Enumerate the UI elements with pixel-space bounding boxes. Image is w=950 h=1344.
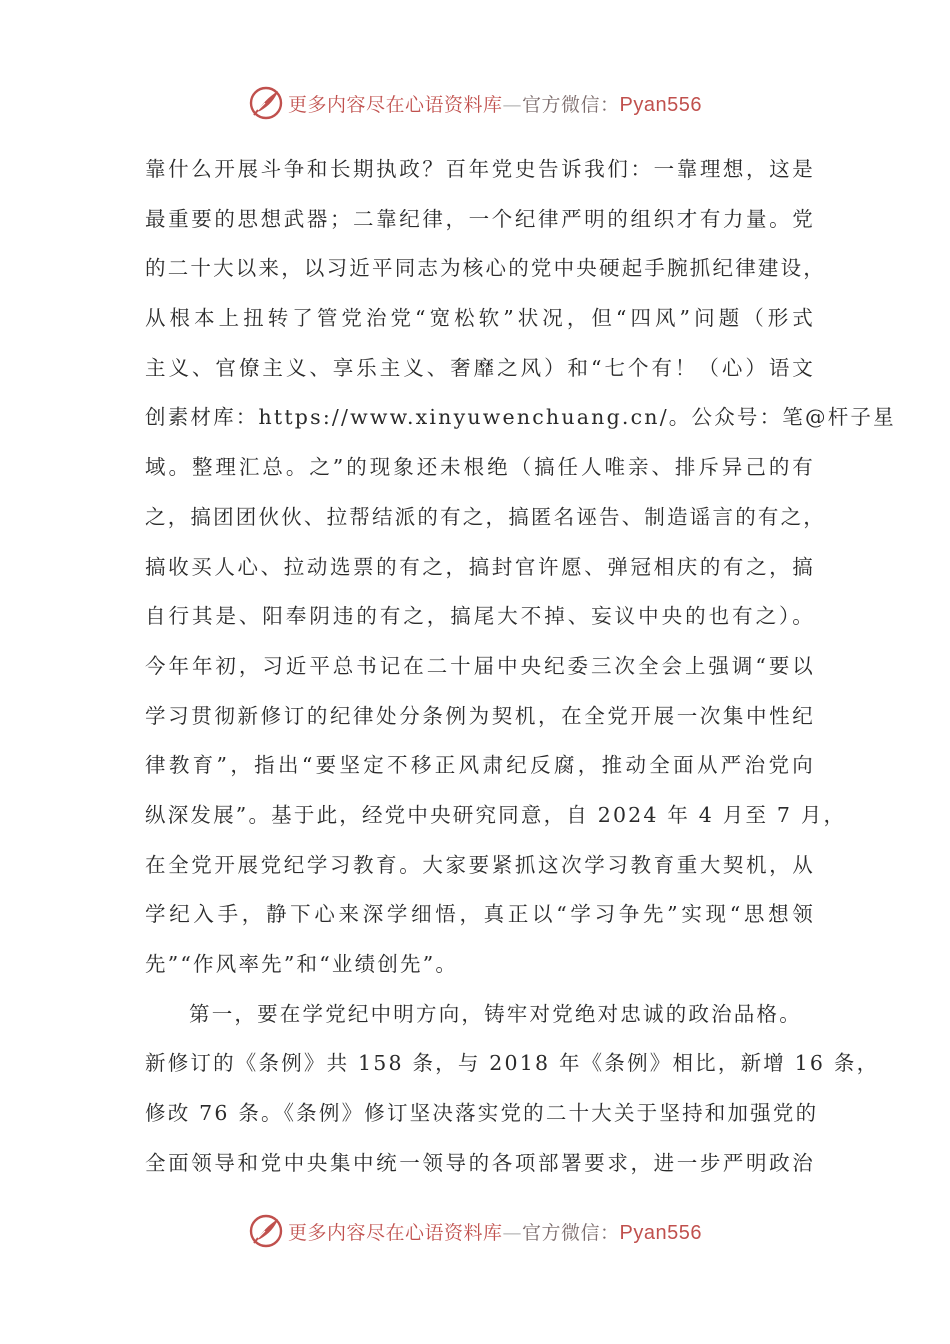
text-line: 律教育”，指出“要坚定不移正风肃纪反腐，推动全面从严治党向 bbox=[145, 753, 815, 778]
text-line: 学习贯彻新修订的纪律处分条例为契机，在全党开展一次集中性纪 bbox=[145, 703, 815, 728]
text-line: 的二十大以来，以习近平同志为核心的党中央硬起手腕抓纪律建设， bbox=[145, 256, 826, 281]
text-line: 靠什么开展斗争和长期执政？百年党史告诉我们：一靠理想，这是 bbox=[145, 157, 815, 181]
text-line: 域。整理汇总。之”的现象还未根绝（搞任人唯亲、排斥异己的有 bbox=[145, 455, 815, 480]
text-line: 先”“作风率先”和“业绩创先”。 bbox=[145, 952, 459, 976]
document-body bbox=[145, 145, 896, 1188]
text-line: 全面领导和党中央集中统一领导的各项部署要求，进一步严明政治 bbox=[145, 1150, 815, 1175]
text-line: 创素材库：https://www.xinyuwenchuang.cn/。公众号：笔@杆子星 bbox=[145, 405, 896, 430]
footer-banner bbox=[0, 1211, 950, 1251]
text-line: 新修订的《条例》共 158 条，与 2018 年《条例》相比，新增 16 条， bbox=[145, 1051, 880, 1076]
text-line: 自行其是、阳奉阴违的有之，搞尾大不掉、妄议中央的也有之）。 bbox=[145, 604, 815, 629]
paragraph-heading-line: 第一，要在学党纪中明方向，铸牢对党绝对忠诚的政治品格。 bbox=[189, 1001, 802, 1026]
quill-pen-logo-icon bbox=[248, 85, 284, 121]
text-line: 搞收买人心、拉动选票的有之，搞封官许愿、弹冠相庆的有之，搞 bbox=[145, 554, 815, 579]
text-line: 从根本上扭转了管党治党“宽松软”状况，但“四风”问题（形式 bbox=[145, 306, 815, 331]
text-line: 最重要的思想武器；二靠纪律，一个纪律严明的组织才有力量。党 bbox=[145, 206, 815, 231]
text-line: 之，搞团团伙伙、拉帮结派的有之，搞匿名诬告、制造谣言的有之， bbox=[145, 504, 826, 529]
banner-text: 更多内容尽在心语资料库—官方微信：Pyan556 bbox=[288, 1221, 702, 1244]
text-line: 今年年初，习近平总书记在二十届中央纪委三次全会上强调“要以 bbox=[145, 653, 815, 678]
text-line: 学纪入手，静下心来深学细悟，真正以“学习争先”实现“思想领 bbox=[145, 902, 815, 927]
quill-pen-logo-icon bbox=[248, 1213, 284, 1249]
text-line: 纵深发展”。基于此，经党中央研究同意，自 2024 年 4 月至 7 月， bbox=[145, 802, 847, 827]
banner-text: 更多内容尽在心语资料库—官方微信：Pyan556 bbox=[288, 93, 702, 116]
text-line: 修改 76 条。《条例》修订坚决落实党的二十大关于坚持和加强党的 bbox=[145, 1101, 819, 1126]
text-line: 在全党开展党纪学习教育。大家要紧抓这次学习教育重大契机，从 bbox=[145, 852, 815, 877]
header-banner bbox=[0, 83, 950, 123]
text-line: 主义、官僚主义、享乐主义、奢靡之风）和“七个有！（心）语文 bbox=[145, 355, 815, 380]
